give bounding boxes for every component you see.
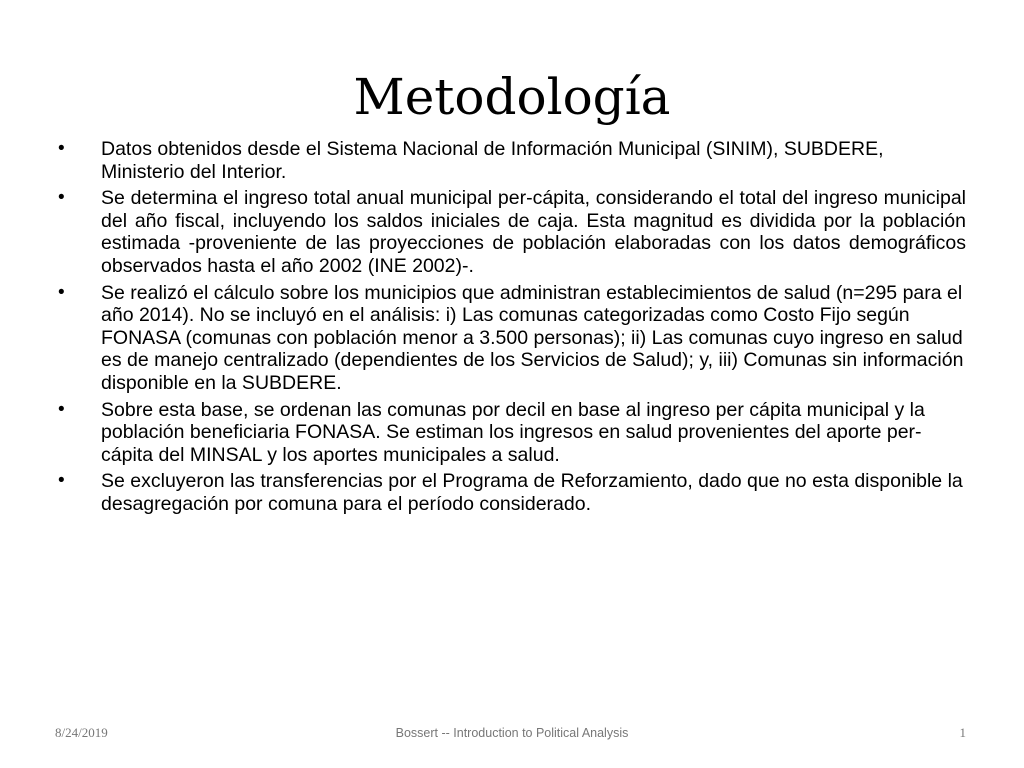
bullet-text: Se realizó el cálculo sobre los municipios que administran establecimientos de salud (n=295 para el año 2014). No se incluyó en el análisis: i) Las comunas categorizadas como Costo Fijo según FONASA (comunas con población menor a 3.500 personas); ii) Las comunas cuyo ingreso en salud es de manejo centralizado (dependientes de los Servicios de Salud); y, iii) Comunas sin información disponible en la SUBDERE. [101, 281, 964, 394]
bullet-icon: • [58, 281, 65, 303]
footer-date: 8/24/2019 [55, 725, 108, 740]
page-number: 1 [959, 725, 966, 740]
bullet-list [56, 138, 966, 520]
footer-center-text: Bossert -- Introduction to Political Analysis [395, 726, 629, 740]
bullet-item [56, 138, 966, 183]
bullet-item [56, 399, 966, 467]
bullet-icon: • [58, 138, 65, 159]
bullet-item [56, 282, 966, 395]
bullet-text: Datos obtenidos desde el Sistema Nacional de Información Municipal (SINIM), SUBDERE, Ministerio del Interior. [101, 138, 884, 183]
bullet-icon: • [58, 187, 65, 209]
slide-title: Metodología [353, 68, 671, 126]
bullet-text: Se excluyeron las transferencias por el Programa de Reforzamiento, dado que no esta disponible la desagregación por comuna para el período considerado. [101, 470, 963, 515]
bullet-item [56, 187, 966, 277]
bullet-item [56, 470, 966, 515]
bullet-text: Sobre esta base, se ordenan las comunas por decil en base al ingreso per cápita municipal y la población beneficiaria FONASA. Se estiman los ingresos en salud provenientes del aporte per-cápita del MINSAL y los aportes municipales a salud. [101, 398, 925, 466]
bullet-text: Se determina el ingreso total anual municipal per-cápita, considerando el total del ingreso municipal del año fiscal, incluyendo los saldos iniciales de caja. Esta magnitud es dividida por la población estimada -proveniente de las proyecciones de población elaboradas con los datos demográficos observados hasta el año 2002 (INE 2002)-. [101, 187, 966, 277]
bullet-icon: • [58, 470, 65, 492]
bullet-icon: • [58, 398, 65, 420]
